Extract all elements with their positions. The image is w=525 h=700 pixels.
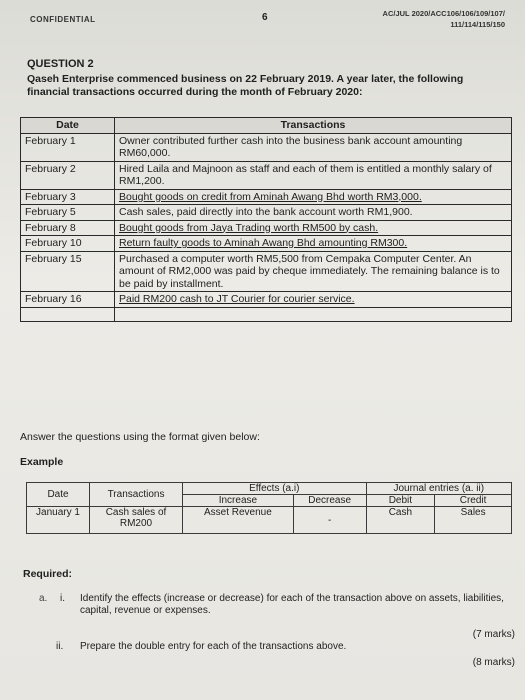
table-row [21, 220, 512, 236]
example-header-row [27, 483, 512, 495]
question-title: QUESTION 2 [27, 58, 94, 70]
course-code [383, 8, 505, 30]
example-table [26, 482, 512, 534]
ex-date: January 1 [27, 507, 90, 534]
row-text: Bought goods on credit from Aminah Awang Bhd worth RM3,000. [119, 190, 422, 203]
part-i-marks: (7 marks) [472, 629, 515, 640]
row-text [115, 307, 512, 321]
course-code-line2: 111/114/115/150 [450, 20, 505, 29]
row-text: Hired Laila and Majnoon as staff and each of them is entitled a monthly salary of RM1,200. [115, 161, 512, 189]
table-row [21, 133, 512, 161]
ex-header-decrease: Decrease [293, 495, 366, 507]
row-date: February 15 [21, 251, 115, 292]
ex-credit: Sales [435, 507, 512, 534]
example-label: Example [20, 456, 64, 468]
part-i-text: Identify the effects (increase or decrease) for each of the transaction above on assets, liabilities, capital, revenue or expenses. [80, 593, 504, 616]
row-date [21, 307, 115, 321]
table-row-empty [21, 307, 512, 321]
table-row [21, 292, 512, 308]
row-date: February 1 [21, 133, 115, 161]
example-row [27, 507, 512, 534]
part-ii-label: ii. [56, 641, 64, 652]
row-text: Bought goods from Jaya Trading worth RM500 by cash. [119, 221, 379, 234]
ex-header-effects: Effects (a.i) [183, 483, 367, 495]
part-i-label: i. [60, 593, 65, 604]
header-transactions: Transactions [115, 118, 512, 134]
row-text: Cash sales, paid directly into the bank account worth RM1,900. [115, 205, 512, 221]
ex-header-credit: Credit [435, 495, 512, 507]
page-number: 6 [262, 12, 268, 23]
table-row [21, 161, 512, 189]
part-ii-text: Prepare the double entry for each of the transactions above. [80, 641, 347, 652]
part-a-label: a. [39, 593, 48, 604]
ex-debit: Cash [366, 507, 435, 534]
row-date: February 3 [21, 189, 115, 205]
table-row [21, 189, 512, 205]
transactions-table [20, 117, 512, 322]
table-row [21, 205, 512, 221]
required-title: Required: [23, 568, 73, 580]
transactions-header-row [21, 118, 512, 134]
row-date: February 8 [21, 220, 115, 236]
part-ii-marks: (8 marks) [472, 657, 515, 668]
row-text: Purchased a computer worth RM5,500 from Cempaka Computer Center. An amount of RM2,000 was paid by cheque immediately. The remaining balance is to be paid by installment. [115, 251, 512, 292]
row-date: February 16 [21, 292, 115, 308]
row-text: Return faulty goods to Aminah Awang Bhd amounting RM300. [119, 237, 408, 249]
ex-transaction: Cash sales of RM200 [90, 507, 183, 534]
confidential-label: CONFIDENTIAL [30, 15, 96, 24]
ex-header-journal: Journal entries (a. ii) [366, 483, 511, 495]
answer-instructions: Answer the questions using the format given below: [20, 431, 260, 443]
course-code-line1: AC/JUL 2020/ACC106/106/109/107/ [382, 9, 505, 18]
ex-increase: Asset Revenue [183, 507, 294, 534]
table-row [21, 251, 512, 292]
row-text: Owner contributed further cash into the business bank account amounting RM60,000. [115, 133, 512, 161]
row-date: February 5 [21, 205, 115, 221]
ex-decrease: - [293, 507, 366, 534]
row-date: February 2 [21, 161, 115, 189]
ex-header-date: Date [27, 483, 90, 507]
ex-header-debit: Debit [366, 495, 435, 507]
header-date: Date [21, 118, 115, 134]
ex-header-transactions: Transactions [90, 483, 183, 507]
ex-header-increase: Increase [183, 495, 294, 507]
row-text: Paid RM200 cash to JT Courier for courier service. [119, 293, 355, 305]
row-date: February 10 [21, 236, 115, 252]
table-row [21, 236, 512, 252]
question-intro: Qaseh Enterprise commenced business on 22 February 2019. A year later, the following financial transactions occurred during the month of February 2020: [27, 73, 464, 98]
